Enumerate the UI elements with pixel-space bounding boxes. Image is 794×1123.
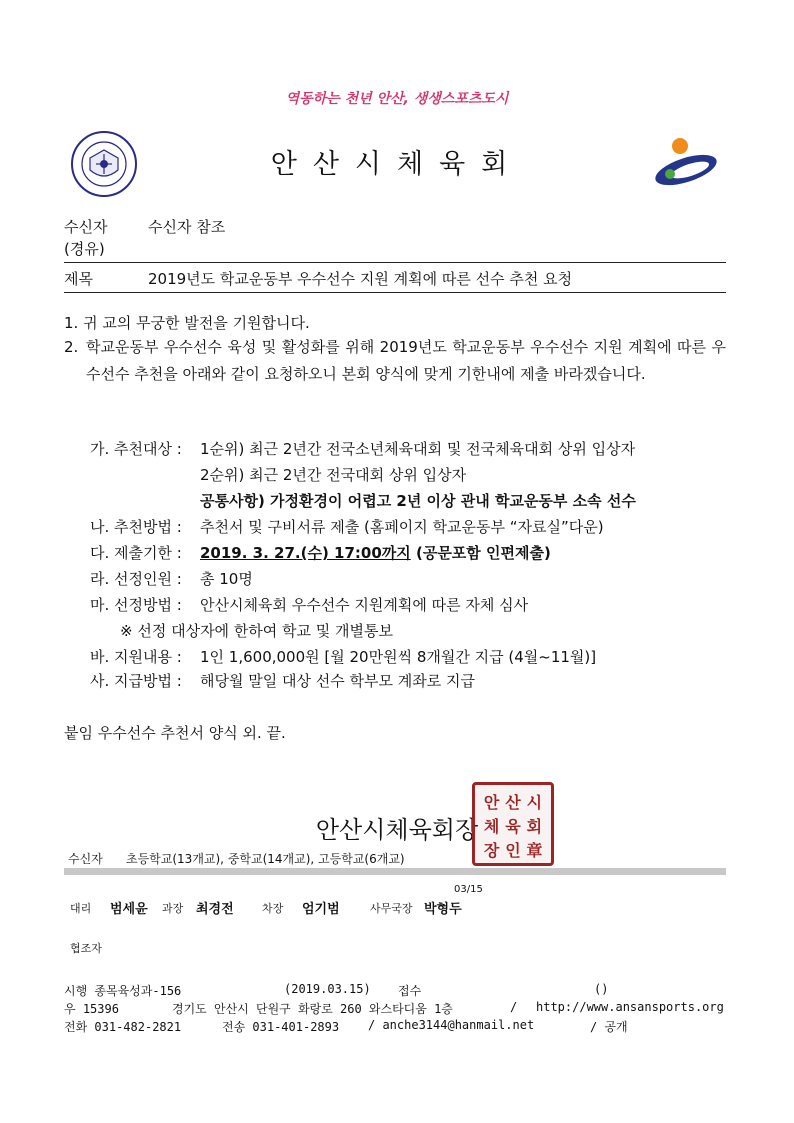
footer-phone: 전화 031-482-2821 (64, 1020, 182, 1034)
recipient-label: 수신자 (64, 218, 108, 236)
official-seal: 안 산 시 체 육 회 장 인 章 (472, 782, 554, 866)
attachment-line: 붙임 우수선수 추천서 양식 외. 끝. (64, 724, 286, 742)
item-label: 다. 제출기한 : (90, 544, 182, 562)
footer-enforcement: 시행 종목육성과-156 (64, 984, 182, 998)
issuer-name: 안산시체육회장 (315, 816, 479, 844)
item-value: 1인 1,600,000원 [월 20만원씩 8개월간 지급 (4월~11월)] (200, 648, 597, 666)
divider-band (64, 868, 726, 875)
slogan: 역동하는 천년 안산, 생생스포츠도시 (285, 91, 509, 107)
footer-date: (2019.03.15) (284, 982, 371, 996)
footer-postcode: 우 15396 (64, 1002, 119, 1016)
item-label: 마. 선정방법 : (90, 596, 182, 614)
distribution-label: 수신자 (68, 852, 103, 866)
divider (64, 262, 726, 263)
subject-value: 2019년도 학교운동부 우수선수 지원 계획에 따른 선수 추천 요청 (148, 270, 573, 288)
approver-name: 범세윤 (110, 902, 148, 917)
item-value: 총 10명 (200, 570, 253, 588)
item-value (200, 542, 551, 563)
via-label: (경유) (64, 240, 105, 258)
approver-name: 박형두 (424, 902, 462, 917)
item-label: 나. 추천방법 : (90, 518, 182, 536)
org-title: 안산시체육회 (270, 149, 524, 180)
footer-disclosure: / 공개 (590, 1020, 628, 1034)
deadline-date: 2019. 3. 27.(수) 17:00까지 (200, 544, 411, 562)
paragraph-2-number: 2. (64, 338, 79, 356)
approver-title: 대리 (70, 902, 92, 915)
city-symbol-icon (652, 134, 722, 190)
footer-email-link[interactable]: / anche3144@hanmail.net (368, 1018, 535, 1032)
cooperator-label: 협조자 (70, 942, 102, 955)
footer-separator: / (510, 1000, 518, 1014)
item-value: 2순위) 최근 2년간 전국대회 상위 입상자 (200, 466, 467, 484)
item-value: 1순위) 최근 2년간 전국소년체육대회 및 전국체육대회 상위 입상자 (200, 440, 636, 458)
item-value: 해당월 말일 대상 선수 학부모 계좌로 지급 (200, 672, 475, 690)
approver-name: 최경전 (196, 902, 234, 917)
approver-name: 엄기범 (302, 902, 340, 917)
paragraph-1: 1. 귀 교의 무궁한 발전을 기원합니다. (64, 314, 310, 332)
deadline-note: (공문포함 인편제출) (410, 544, 551, 562)
recipient-value: 수신자 참조 (148, 218, 226, 236)
footer-address: 경기도 안산시 단원구 화랑로 260 와스타디움 1층 (172, 1002, 453, 1016)
footer-website-link[interactable]: http://www.ansansports.org (536, 1000, 724, 1014)
item-note: ※ 선정 대상자에 한하여 학교 및 개별통보 (120, 622, 394, 640)
item-label: 라. 선정인원 : (90, 570, 182, 588)
footer-receipt-value: () (594, 982, 609, 996)
approver-title: 차장 (262, 902, 284, 915)
item-value: 추천서 및 구비서류 제출 (홈페이지 학교운동부 “자료실”다운) (200, 518, 604, 536)
item-value: 공통사항) 가정환경이 어렵고 2년 이상 관내 학교운동부 소속 선수 (200, 492, 636, 510)
approval-date: 03/15 (454, 884, 483, 895)
paragraph-2: 학교운동부 우수선수 육성 및 활성화를 위해 2019년도 학교운동부 우수선수 지원 계획에 따른 우수선수 추천을 아래와 같이 요청하오니 본회 양식에 맞게 기한내에 제출 바라겠습니다. (86, 338, 726, 383)
footer-fax: 전송 031-401-2893 (222, 1020, 340, 1034)
item-label: 바. 지원내용 : (90, 648, 182, 666)
approver-title: 과장 (162, 902, 184, 915)
distribution-value: 초등학교(13개교), 중학교(14개교), 고등학교(6개교) (126, 852, 405, 866)
item-label: 사. 지급방법 : (90, 672, 182, 690)
divider (64, 292, 726, 293)
approver-title: 사무국장 (370, 902, 413, 915)
item-value: 안산시체육회 우수선수 지원계획에 따른 자체 심사 (200, 596, 529, 614)
subject-label: 제목 (64, 270, 93, 288)
item-label: 가. 추천대상 : (90, 440, 182, 458)
footer-receipt: 접수 (398, 984, 422, 998)
